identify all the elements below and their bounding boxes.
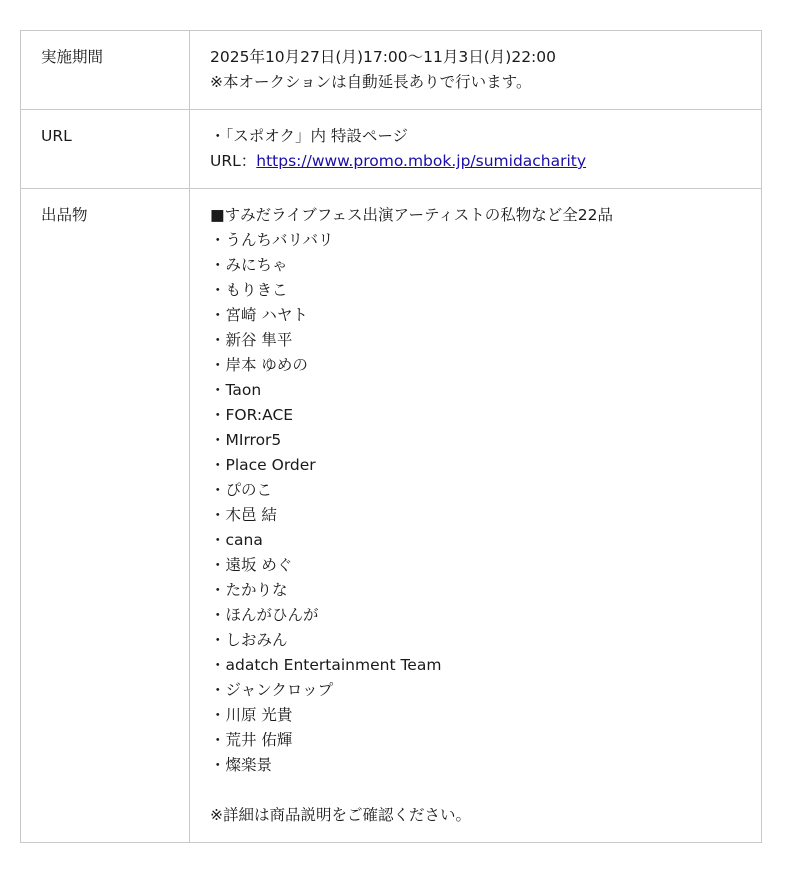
url-prefix: URL： — [210, 152, 257, 170]
list-item: ・みにちゃ — [210, 256, 288, 274]
items-heading: ■すみだライブフェス出演アーティストの私物など全22品 — [210, 206, 613, 224]
list-item: ・川原 光貴 — [210, 706, 293, 724]
special-page-text: ・「スポオク」内 特設ページ — [210, 127, 409, 145]
list-item: ・しおみん — [210, 631, 288, 649]
list-item: ・木邑 結 — [210, 506, 277, 524]
list-item: ・もりきこ — [210, 281, 288, 299]
list-item: ・MIrror5 — [210, 431, 282, 449]
list-item: ・FOR:ACE — [210, 406, 294, 424]
items-note: ※詳細は商品説明をご確認ください。 — [210, 806, 471, 824]
url-value — [190, 110, 762, 189]
spacer — [210, 778, 761, 803]
list-item: ・岸本 ゆめの — [210, 356, 308, 374]
list-item: ・宮崎 ハヤト — [210, 306, 308, 324]
list-item: ・ほんがひんが — [210, 606, 319, 624]
items-value — [190, 189, 762, 843]
list-item: ・ジャンクロップ — [210, 681, 334, 699]
list-item: ・Place Order — [210, 456, 316, 474]
period-dates: 2025年10月27日(月)17:00〜11月3日(月)22:00 — [210, 48, 557, 66]
list-item: ・たかりな — [210, 581, 288, 599]
list-item: ・Taon — [210, 381, 262, 399]
url-row — [21, 110, 762, 189]
list-item: ・adatch Entertainment Team — [210, 656, 442, 674]
auction-url-link[interactable]: https://www.promo.mbok.jp/sumidacharity — [256, 152, 587, 170]
list-item: ・ぴのこ — [210, 481, 273, 499]
period-value — [190, 31, 762, 110]
list-item: ・cana — [210, 531, 263, 549]
items-row — [21, 189, 762, 843]
list-item: ・うんちバリバリ — [210, 231, 334, 249]
list-item: ・遠坂 めぐ — [210, 556, 293, 574]
list-item: ・荒井 佑輝 — [210, 731, 293, 749]
period-note: ※本オークションは自動延長ありで行います。 — [210, 73, 532, 91]
list-item: ・燦楽景 — [210, 756, 273, 774]
period-row — [21, 31, 762, 110]
items-label: 出品物 — [21, 189, 190, 843]
url-label: URL — [21, 110, 190, 189]
list-item: ・新谷 隼平 — [210, 331, 293, 349]
period-label: 実施期間 — [21, 31, 190, 110]
auction-info-table — [20, 30, 762, 843]
url-line — [210, 149, 761, 174]
